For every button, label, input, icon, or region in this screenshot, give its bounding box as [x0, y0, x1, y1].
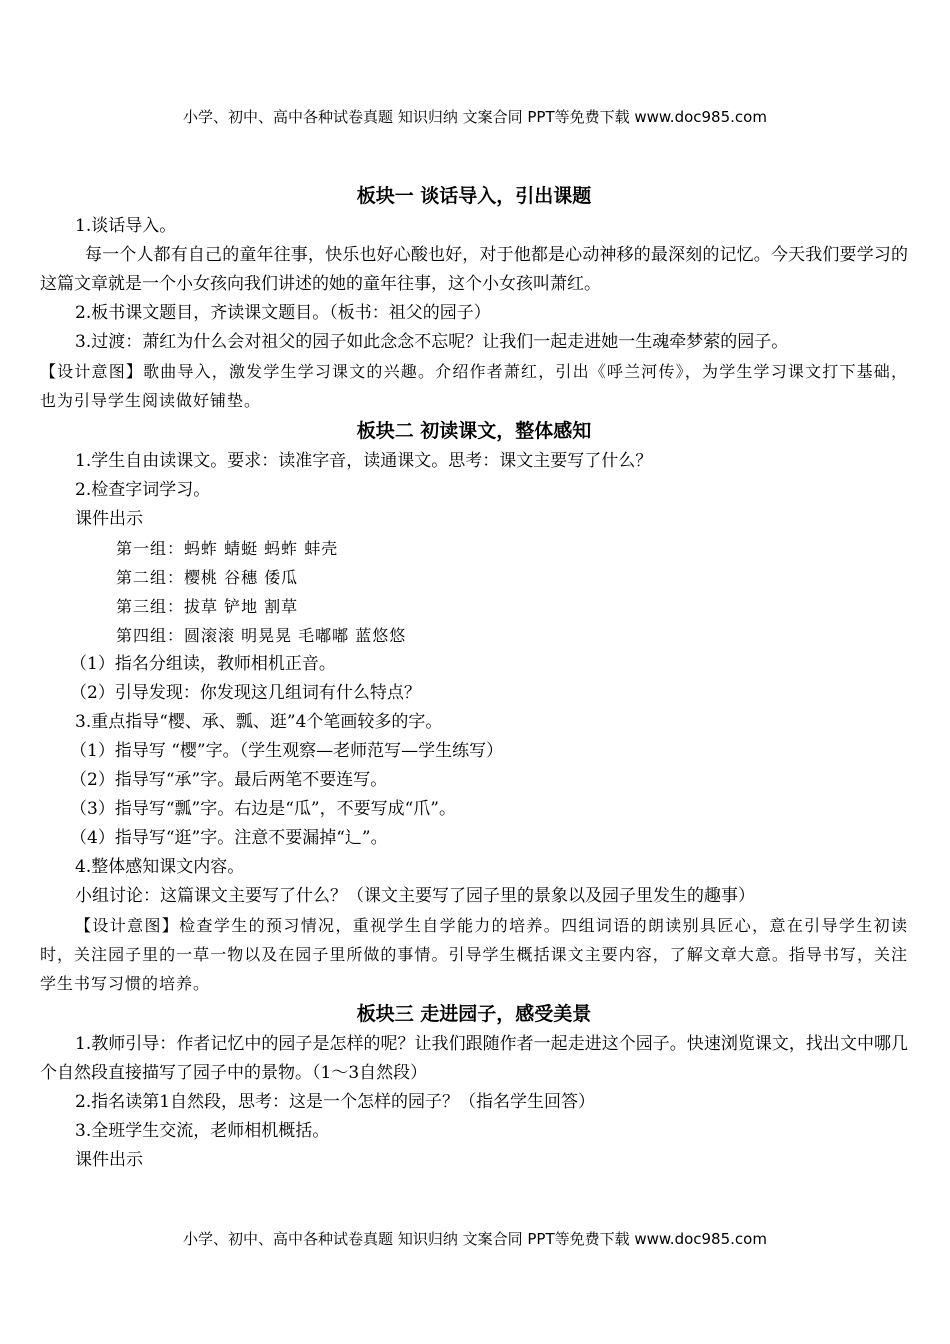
section1-title: 板块一 谈话导入，引出课题	[356, 185, 592, 207]
s2-line-3: 课件出示	[75, 509, 143, 529]
s2-design-intent: 【设计意图】检查学生的预习情况，重视学生自学能力的培养。四组词语的朗读别具匠心，意在引导学生初读时，关注园子里的一草一物以及在园子里所做的事情。引导学生概括课文主要内容，了解文章大意。指导书写，关注学生书写习惯的培养。	[40, 916, 908, 993]
document-body	[40, 180, 908, 1175]
s1-paragraph-intro: 每一个人都有自己的童年往事，快乐也好心酸也好，对于他都是心动神移的最深刻的记忆。今天我们要学习的这篇文章就是一个小女孩向我们讲述的她的童年往事，这个小女孩叫萧红。	[40, 245, 908, 294]
s2-step-5: （2）指导写“承”字。最后两笔不要连写。	[70, 770, 388, 790]
s2-step-3: 3.重点指导“樱、承、瓢、逛”4个笔画较多的字。	[75, 712, 443, 732]
s2-step-1: （1）指名分组读，教师相机正音。	[70, 654, 336, 674]
s3-line-3: 3.全班学生交流，老师相机概括。	[75, 1121, 330, 1141]
word-group-3: 第三组：拔草 铲地 割草	[116, 597, 299, 616]
s2-step-2: （2）引导发现：你发现这几组词有什么特点？	[70, 683, 421, 703]
s2-step-9: 小组讨论：这篇课文主要写了什么？（课文主要写了园子里的景象以及园子里发生的趣事）	[75, 886, 755, 906]
word-group-1: 第一组：蚂蚱 蜻蜓 蚂蚱 蚌壳	[116, 539, 339, 558]
s3-line-2: 2.指名读第1自然段，思考：这是一个怎样的园子？（指名学生回答）	[75, 1092, 596, 1112]
section3-title: 板块三 走进园子，感受美景	[356, 1003, 592, 1025]
s2-step-4: （1）指导写 “樱”字。（学生观察—老师范写—学生练写）	[70, 741, 504, 761]
s3-line-4: 课件出示	[75, 1150, 143, 1170]
s1-line-3: 3.过渡：萧红为什么会对祖父的园子如此念念不忘呢？让我们一起走进她一生魂牵梦萦的园子。	[75, 332, 789, 352]
s2-step-6: （3）指导写“瓢”字。右边是“瓜”，不要写成“爪”。	[70, 799, 456, 819]
s2-step-7: （4）指导写“逛”字。注意不要漏掉“辶”。	[70, 828, 388, 848]
s1-line-1: 1.谈话导入。	[75, 216, 177, 236]
section2-title: 板块二 初读课文，整体感知	[356, 420, 592, 442]
page-header: 小学、初中、高中各种试卷真题 知识归纳 文案合同 PPT等免费下载 www.doc985.com	[183, 108, 767, 126]
s2-line-1: 1.学生自由读课文。要求：读准字音，读通课文。思考：课文主要写了什么？	[75, 451, 653, 471]
page-footer: 小学、初中、高中各种试卷真题 知识归纳 文案合同 PPT等免费下载 www.doc985.com	[183, 1230, 767, 1248]
s3-line-1: 1.教师引导：作者记忆中的园子是怎样的呢？让我们跟随作者一起走进这个园子。快速浏览课文，找出文中哪几个自然段直接描写了园子中的景物。（1～3自然段）	[40, 1034, 908, 1083]
s2-step-8: 4.整体感知课文内容。	[75, 857, 245, 877]
s1-line-2: 2.板书课文题目，齐读课文题目。（板书：祖父的园子）	[75, 303, 491, 323]
s2-line-2: 2.检查字词学习。	[75, 480, 211, 500]
word-group-2: 第二组：樱桃 谷穗 倭瓜	[116, 568, 299, 587]
s1-design-intent: 【设计意图】歌曲导入，激发学生学习课文的兴趣。介绍作者萧红，引出《呼兰河传》，为学生学习课文打下基础，也为引导学生阅读做好铺垫。	[40, 362, 908, 410]
word-group-4: 第四组：圆滚滚 明晃晃 毛嘟嘟 蓝悠悠	[116, 626, 407, 645]
